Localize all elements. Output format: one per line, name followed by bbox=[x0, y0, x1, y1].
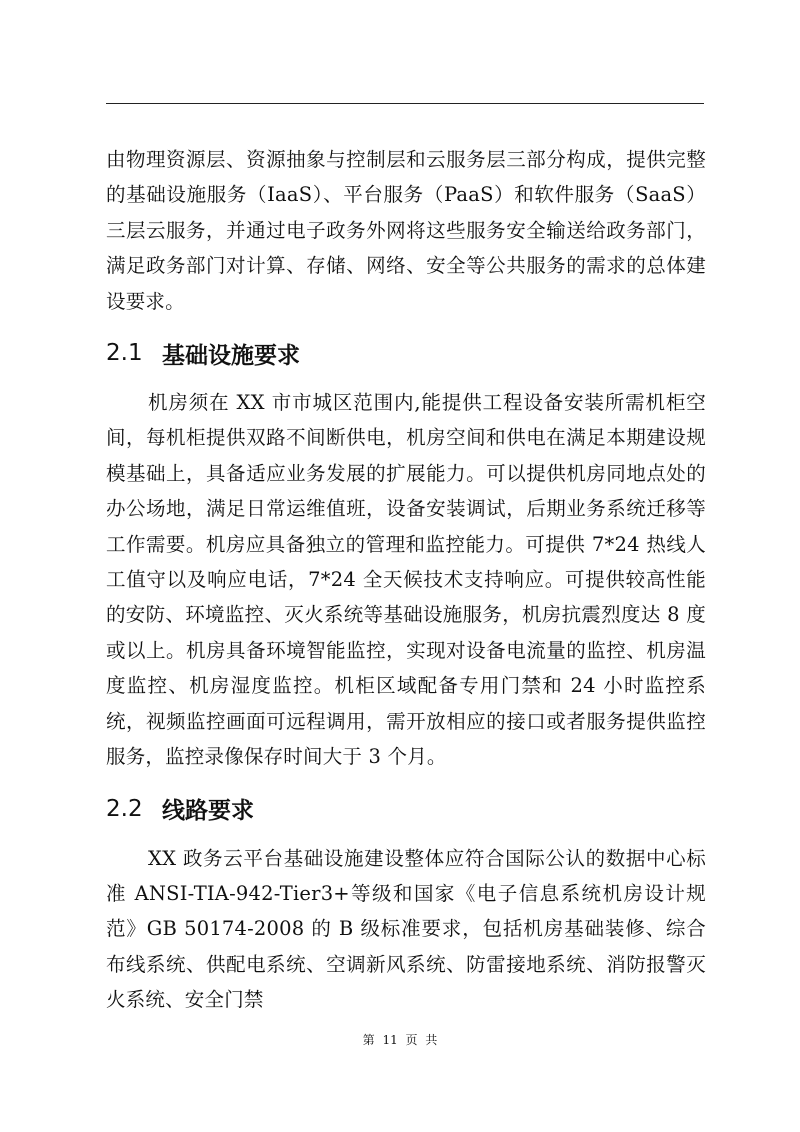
page-content bbox=[106, 142, 706, 1018]
page-footer: 第 11 页 共 bbox=[362, 1033, 438, 1047]
section-2-2-paragraph: XX 政务云平台基础设施建设整体应符合国际公认的数据中心标准 ANSI-TIA-942-Tier3+等级和国家《电子信息系统机房设计规范》GB 50174-2008 的 B 级标准要求，包括机房基础装修、综合布线系统、供配电系统、空调新风系统、防雷接地系统、消防报警灭火系统、安全门禁 bbox=[106, 846, 706, 1012]
section-title: 线路要求 bbox=[162, 797, 254, 824]
section-heading-2-1 bbox=[106, 329, 706, 377]
section-number: 2.1 bbox=[106, 340, 143, 367]
section-number: 2.2 bbox=[106, 795, 143, 822]
section-heading-2-2 bbox=[106, 785, 706, 833]
section-title: 基础设施要求 bbox=[162, 341, 300, 369]
intro-paragraph: 由物理资源层、资源抽象与控制层和云服务层三部分构成，提供完整的基础设施服务（IaaS）、平台服务（PaaS）和软件服务（SaaS）三层云服务，并通过电子政务外网将这些服务安全输送给政务部门，满足政务部门对计算、存储、网络、安全等公共服务的需求的总体建设要求。 bbox=[106, 148, 706, 313]
header-rule bbox=[106, 103, 704, 104]
section-2-1-paragraph: 机房须在 XX 市市城区范围内,能提供工程设备安装所需机柜空间，每机柜提供双路不间断供电，机房空间和供电在满足本期建设规模基础上，具备适应业务发展的扩展能力。可以提供机房同地点处的办公场地，满足日常运维值班，设备安装调试，后期业务系统迁移等工作需要。机房应具备独立的管理和监控能力。可提供 7*24 热线人工值守以及响应电话，7*24 全天候技术支持响应。可提供较高性能的安防、环境监控、灭火系统等基础设施服务，机房抗震烈度达 8 度或以上。机房具备环境智能监控，实现对设备电流量的监控、机房温度监控、机房湿度监控。机柜区域配备专用门禁和 24 小时监控系统，视频监控画面可远程调用，需开放相应的接口或者服务提供监控服务，监控录像保存时间大于 3 个月。 bbox=[106, 391, 706, 769]
